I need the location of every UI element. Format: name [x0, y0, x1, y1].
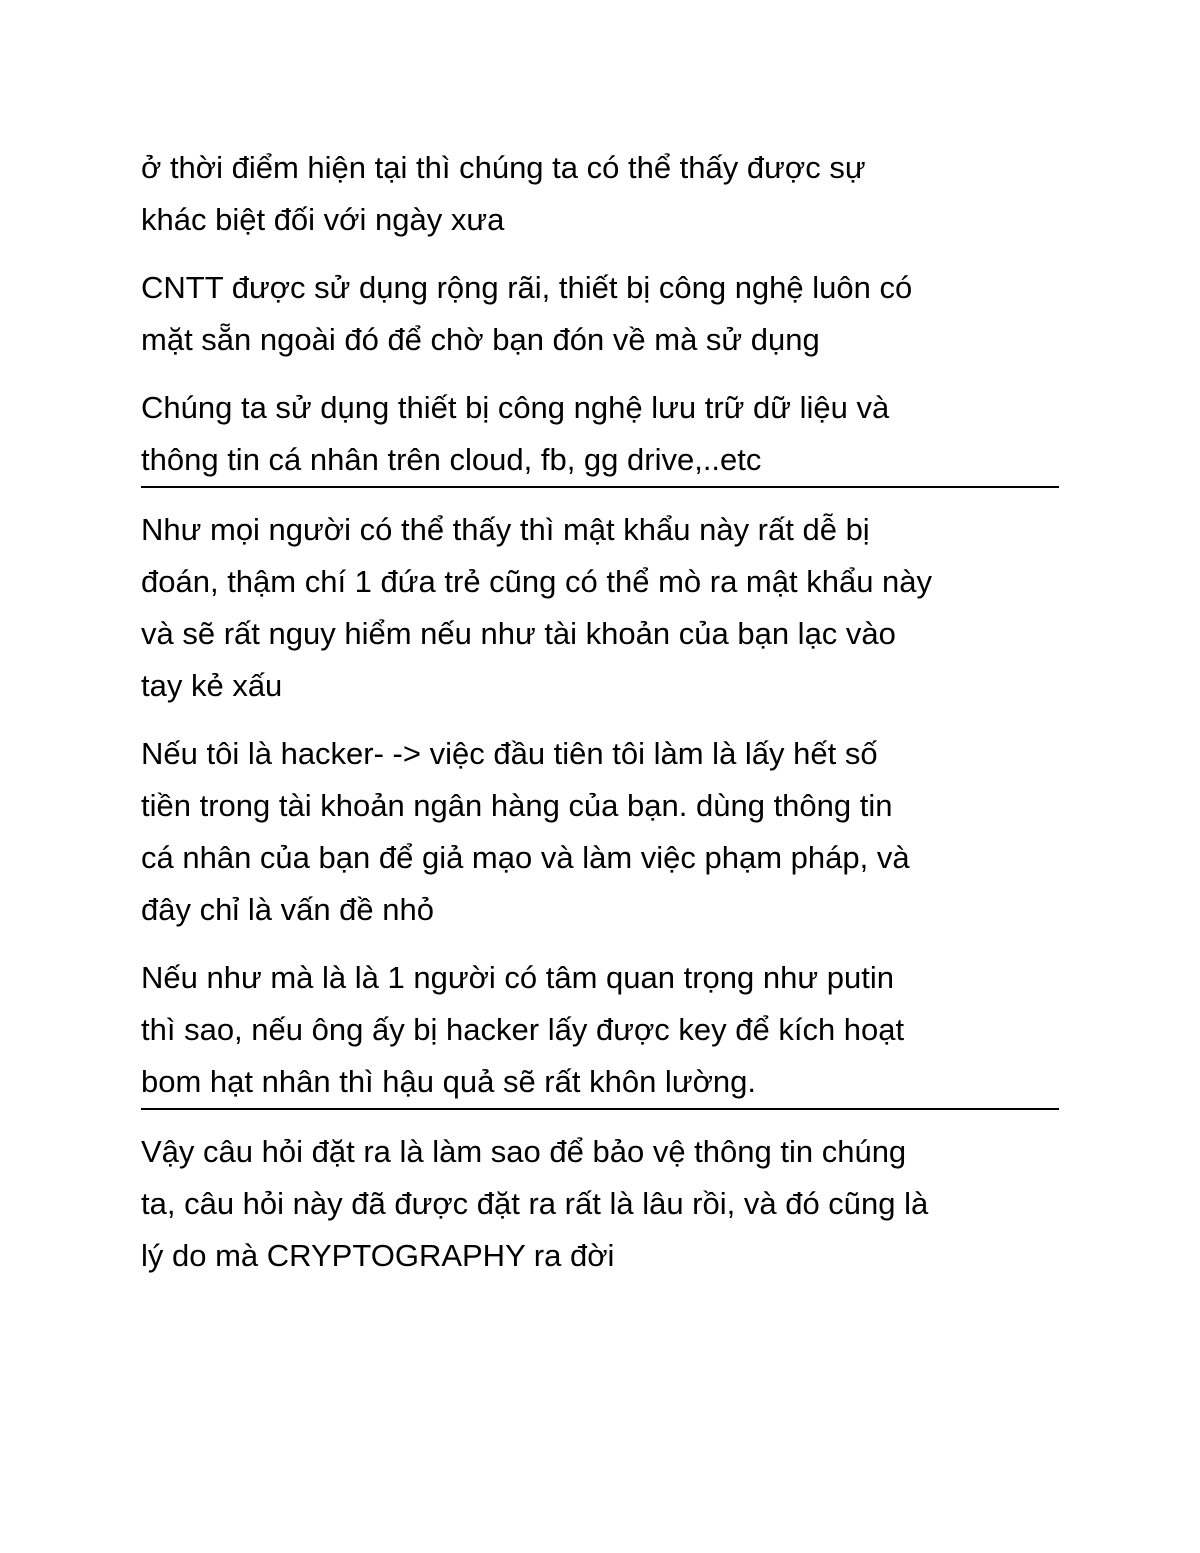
paragraph-line: đây chỉ là vấn đề nhỏ [141, 892, 434, 927]
paragraph-line: Nếu như mà là là 1 người có tâm quan trọng như putin [141, 960, 894, 995]
paragraph-line: thông tin cá nhân trên cloud, fb, gg drive,..etc [141, 442, 762, 477]
paragraph-line: lý do mà CRYPTOGRAPHY ra đời [141, 1238, 615, 1273]
paragraph-line: khác biệt đối với ngày xưa [141, 202, 505, 237]
paragraph-line: tay kẻ xấu [141, 668, 283, 703]
paragraph-line: Chúng ta sử dụng thiết bị công nghệ lưu trữ dữ liệu và [141, 390, 890, 425]
horizontal-divider [141, 1108, 1059, 1110]
paragraph-line: CNTT được sử dụng rộng rãi, thiết bị công nghệ luôn có [141, 270, 913, 305]
document-body [141, 142, 1061, 1298]
horizontal-divider [141, 486, 1059, 488]
paragraph-line: Vậy câu hỏi đặt ra là làm sao để bảo vệ thông tin chúng [141, 1134, 907, 1169]
paragraph-3 [141, 382, 1061, 486]
paragraph-line: Như mọi người có thể thấy thì mật khẩu này rất dễ bị [141, 512, 870, 547]
paragraph-line: tiền trong tài khoản ngân hàng của bạn. dùng thông tin [141, 788, 893, 823]
paragraph-line: thì sao, nếu ông ấy bị hacker lấy được key để kích hoạt [141, 1012, 905, 1047]
paragraph-line: ta, câu hỏi này đã được đặt ra rất là lâu rồi, và đó cũng là [141, 1186, 929, 1221]
paragraph-4 [141, 504, 1061, 712]
paragraph-line: bom hạt nhân thì hậu quả sẽ rất khôn lường. [141, 1064, 756, 1099]
paragraph-line: đoán, thậm chí 1 đứa trẻ cũng có thể mò ra mật khẩu này [141, 564, 933, 599]
paragraph-line: ở thời điểm hiện tại thì chúng ta có thể thấy được sự [141, 150, 866, 185]
paragraph-2 [141, 262, 1061, 366]
paragraph-line: cá nhân của bạn để giả mạo và làm việc phạm pháp, và [141, 840, 910, 875]
paragraph-5 [141, 728, 1061, 936]
paragraph-6 [141, 952, 1061, 1108]
paragraph-1 [141, 142, 1061, 246]
paragraph-line: mặt sẵn ngoài đó để chờ bạn đón về mà sử dụng [141, 322, 820, 357]
paragraph-line: Nếu tôi là hacker- -> việc đầu tiên tôi làm là lấy hết số [141, 736, 878, 771]
paragraph-line: và sẽ rất nguy hiểm nếu như tài khoản của bạn lạc vào [141, 616, 896, 651]
paragraph-7 [141, 1126, 1061, 1282]
